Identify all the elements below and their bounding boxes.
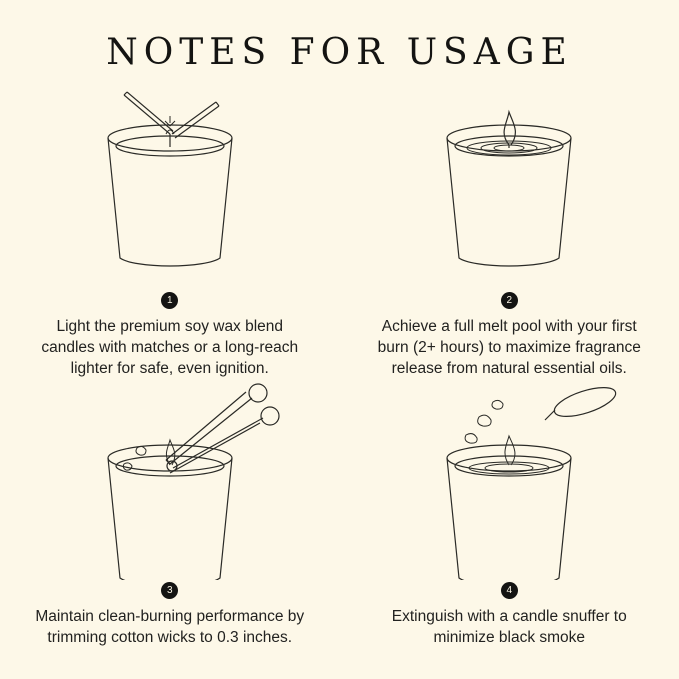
candle-full-melt-pool-icon xyxy=(359,90,659,290)
step-number-badge: 4 xyxy=(501,582,518,599)
step-item-1 xyxy=(0,90,340,380)
step-item-3 xyxy=(0,380,340,670)
candle-with-snuffer-icon xyxy=(359,380,659,580)
step-caption: Achieve a full melt pool with your first burn (2+ hours) to maximize fragrance release from natural essential oils. xyxy=(377,318,641,377)
step-number-badge: 1 xyxy=(161,292,178,309)
step-caption: Maintain clean-burning performance by trimming cotton wicks to 0.3 inches. xyxy=(35,608,305,646)
steps-grid xyxy=(0,90,679,670)
page-title: NOTES FOR USAGE xyxy=(106,32,573,73)
candle-with-wick-trimmer-icon xyxy=(20,380,320,580)
step-number-badge: 2 xyxy=(501,292,518,309)
step-number-badge: 3 xyxy=(161,582,178,599)
step-caption: Extinguish with a candle snuffer to minimize black smoke xyxy=(391,608,627,646)
candle-with-matches-icon xyxy=(20,90,320,290)
step-caption: Light the premium soy wax blend candles with matches or a long-reach lighter for safe, even ignition. xyxy=(41,318,299,377)
step-item-4 xyxy=(340,380,679,670)
step-item-2 xyxy=(340,90,679,380)
